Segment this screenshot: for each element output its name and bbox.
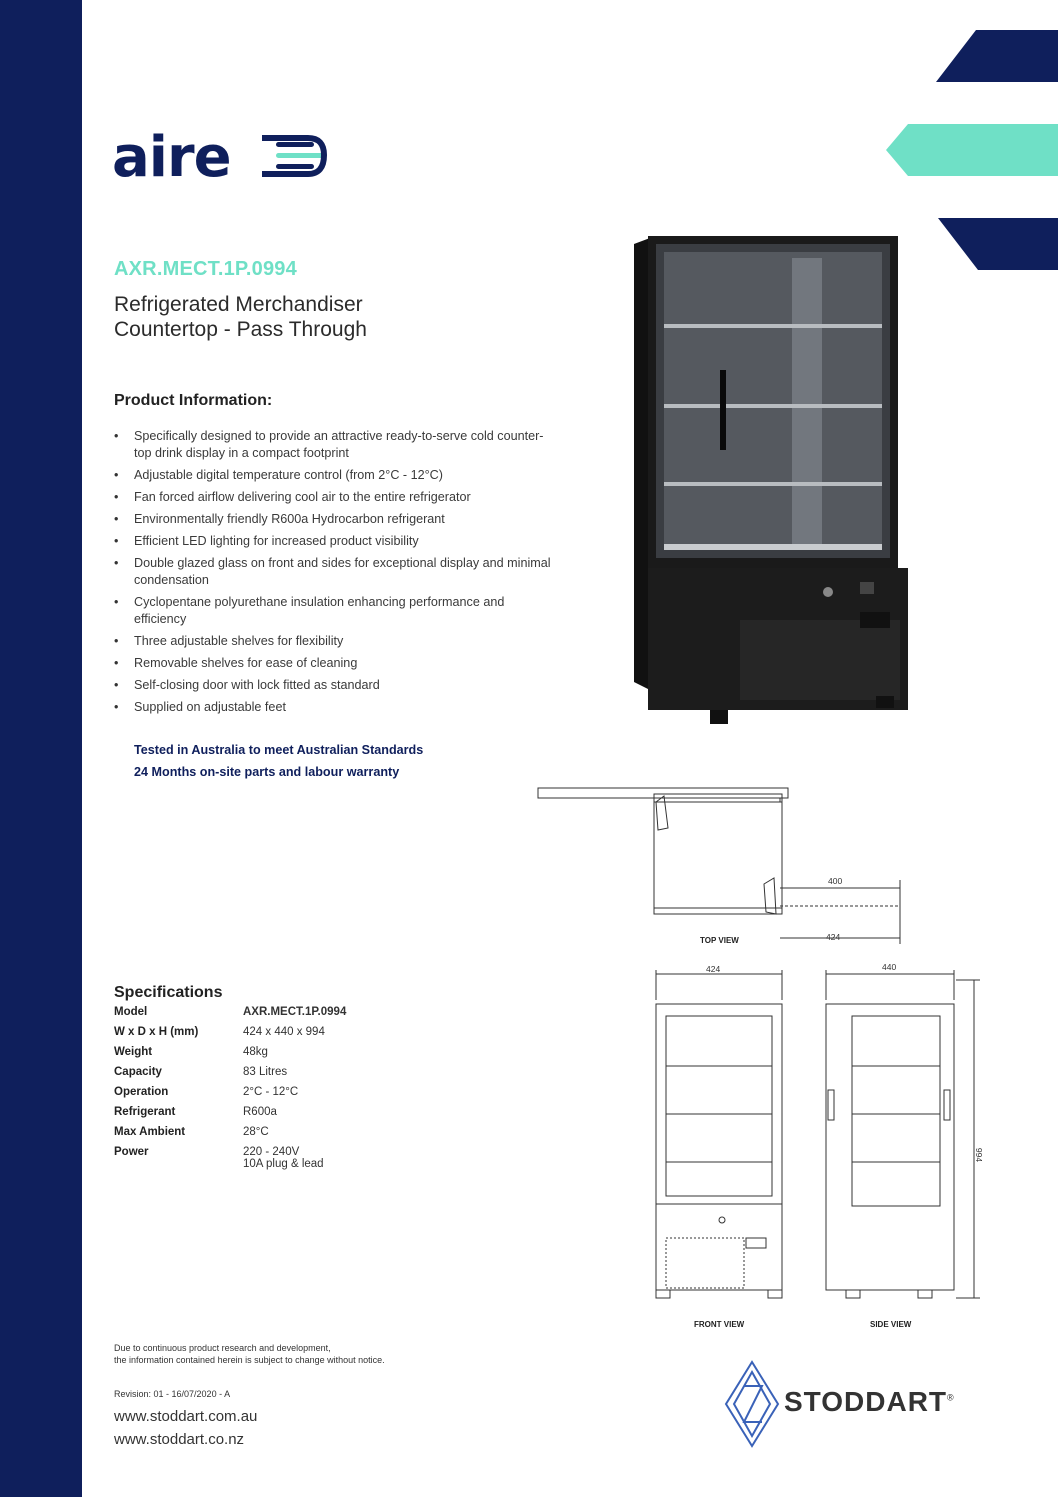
spec-label: W x D x H (mm) xyxy=(114,1026,199,1038)
spec-row xyxy=(114,1046,346,1066)
product-title-line2: Countertop - Pass Through xyxy=(114,318,367,341)
feature-item: • Self-closing door with lock fitted as standard xyxy=(114,677,554,694)
spec-label: Max Ambient xyxy=(114,1126,186,1138)
product-photo xyxy=(620,230,920,730)
product-title xyxy=(114,292,367,342)
spec-label: Operation xyxy=(114,1086,169,1098)
url-nz-link[interactable]: www.stoddart.co.nz xyxy=(114,1431,245,1448)
spec-label: Refrigerant xyxy=(114,1106,176,1118)
dim-424-front-label: 424 xyxy=(706,964,721,974)
specifications-heading: Specifications xyxy=(114,984,223,1001)
disclaimer-line1: Due to continuous product research and development, xyxy=(114,1343,331,1353)
mint-chevron-shape xyxy=(886,124,1058,176)
feature-item: • Double glazed glass on front and sides for exceptional display and minimal condensation xyxy=(114,555,554,589)
spec-row xyxy=(114,1026,346,1046)
spec-label: Power xyxy=(114,1146,149,1158)
registered-mark: ® xyxy=(947,1392,955,1403)
product-code: AXR.MECT.1P.0994 xyxy=(114,258,297,280)
tested-statement: Tested in Australia to meet Australian Standards xyxy=(134,743,424,757)
side-view-label: SIDE VIEW xyxy=(870,1320,912,1329)
specifications-table xyxy=(114,1006,346,1170)
feature-list xyxy=(114,428,554,721)
spec-value xyxy=(243,1146,346,1170)
feature-item: • Specifically designed to provide an attractive ready-to-serve cold counter-top drink display in a compact footprint xyxy=(114,428,554,462)
disclaimer xyxy=(114,1342,385,1366)
spec-row xyxy=(114,1066,346,1086)
spec-row xyxy=(114,1146,346,1170)
front-side-drawing xyxy=(640,960,1000,1310)
lower-chevron-shape xyxy=(938,218,1058,270)
spec-label: Model xyxy=(114,1006,148,1018)
spec-value-line1: 220 - 240V xyxy=(243,1146,300,1158)
sidebar-band xyxy=(0,0,82,1497)
disclaimer-line2: the information contained herein is subject to change without notice. xyxy=(114,1355,385,1365)
spec-value: 2°C - 12°C xyxy=(243,1086,299,1098)
spec-label: Capacity xyxy=(114,1066,162,1078)
spec-label: Weight xyxy=(114,1046,153,1058)
svg-text:aire: aire xyxy=(112,125,231,184)
spec-value: 424 x 440 x 994 xyxy=(243,1026,325,1038)
feature-item: • Efficient LED lighting for increased product visibility xyxy=(114,533,554,550)
revision-text: Revision: 01 - 16/07/2020 - A xyxy=(114,1389,231,1399)
feature-item: • Adjustable digital temperature control (from 2°C - 12°C) xyxy=(114,467,554,484)
feature-item: • Fan forced airflow delivering cool air to the entire refrigerator xyxy=(114,489,554,506)
product-title-line1: Refrigerated Merchandiser xyxy=(114,293,363,316)
warranty-statement: 24 Months on-site parts and labour warranty xyxy=(134,765,400,779)
spec-row xyxy=(114,1086,346,1106)
spec-value-line2: 10A plug & lead xyxy=(243,1158,324,1170)
top-chevron-shape xyxy=(936,30,1058,82)
dim-994-label: 994 xyxy=(974,1147,985,1163)
front-view-label: FRONT VIEW xyxy=(694,1320,745,1329)
feature-item: • Supplied on adjustable feet xyxy=(114,699,554,716)
feature-item: • Cyclopentane polyurethane insulation enhancing performance and efficiency xyxy=(114,594,554,628)
top-view-label: TOP VIEW xyxy=(700,936,739,945)
dim-440-label: 440 xyxy=(882,962,897,972)
spec-value: 28°C xyxy=(243,1126,269,1138)
top-view-drawing xyxy=(530,780,910,960)
product-info-heading: Product Information: xyxy=(114,392,273,409)
stoddart-name: STODDART xyxy=(784,1386,948,1417)
spec-row xyxy=(114,1006,346,1026)
feature-item: • Environmentally friendly R600a Hydrocarbon refrigerant xyxy=(114,511,554,528)
stoddart-wordmark xyxy=(784,1386,955,1418)
spec-value: 83 Litres xyxy=(243,1066,288,1078)
url-au-link[interactable]: www.stoddart.com.au xyxy=(114,1408,258,1425)
dim-400-label: 400 xyxy=(828,876,843,886)
spec-row xyxy=(114,1106,346,1126)
stoddart-logo-mark xyxy=(722,1360,782,1450)
airex-logo xyxy=(112,118,332,184)
dim-424-top-label: 424 xyxy=(826,932,841,942)
feature-item: • Three adjustable shelves for flexibility xyxy=(114,633,554,650)
feature-item: • Removable shelves for ease of cleaning xyxy=(114,655,554,672)
spec-value: AXR.MECT.1P.0994 xyxy=(243,1006,347,1018)
spec-value: 48kg xyxy=(243,1046,268,1058)
spec-value: R600a xyxy=(243,1106,277,1118)
spec-row xyxy=(114,1126,346,1146)
